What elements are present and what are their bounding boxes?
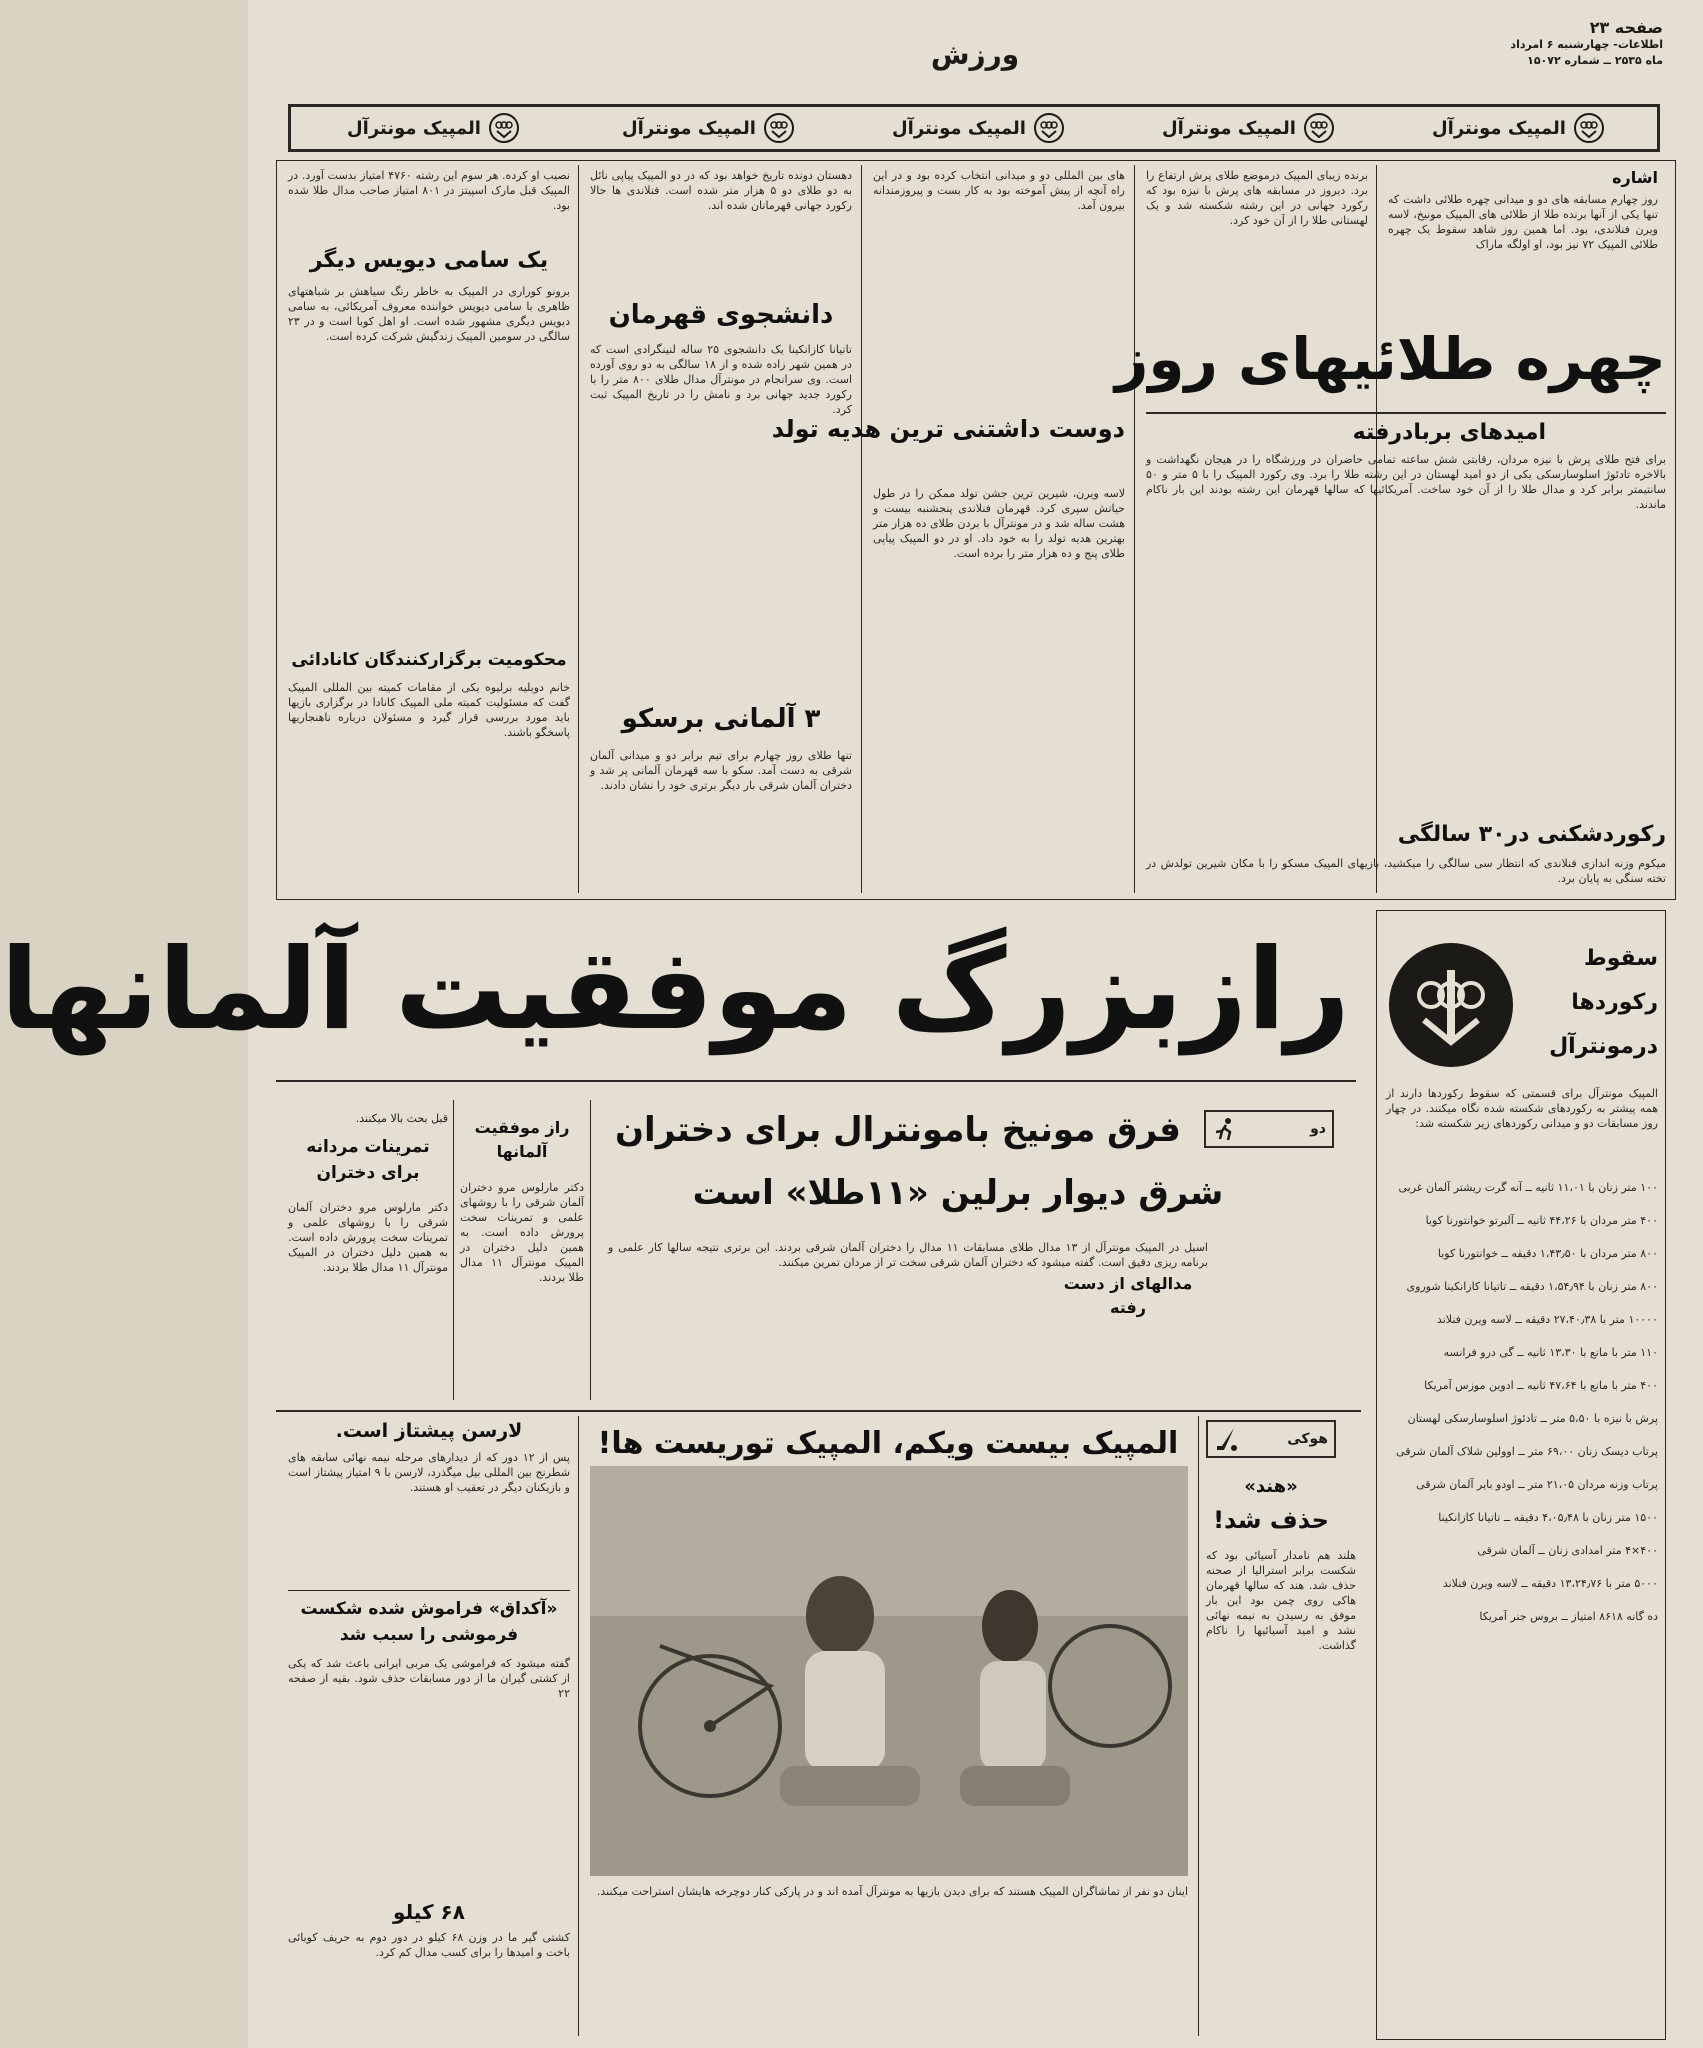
record-break-headline: رکوردشکنی در۳۰ سالگی <box>1397 822 1666 847</box>
student-headline: دانشجوی قهرمان <box>608 300 834 330</box>
record-item: ۴۰۰ متر مردان با ۴۴،۲۶ ثانیه ــ آلبرتو خوانتورنا کوبا <box>1425 1214 1658 1227</box>
date-line: اطلاعات- چهارشنبه ۶ امرداد <box>1510 38 1663 51</box>
records-intro: المپیک مونترآل برای قسمتی که سقوط رکوردها دارند از همه پیشتر به رکوردهای شکسته شده نگاه میکنند. در چهار روز مسابقات دو و میدانی رکوردهای زیر شکسته شد: <box>1386 1087 1658 1130</box>
kilo-text: کشتی گیر ما در وزن ۶۸ کیلو در دور دوم به حریف کوبائی باخت و امیدها را برای کسب مدال کم کرد. <box>288 1931 570 1959</box>
banner-cell <box>1117 113 1379 143</box>
intro-text: روز چهارم مسابقه های دو و میدانی چهره طلائی داشت که تنها یکی از آنها برنده طلا از طلائی های المپیک مونیخ، لاسه ویرن فنلاندی، بود. اما همین روز شاهد سقوط یک چهره طلائی المپیک ۷۲ نیز بود، او اولگه ماراک <box>1388 193 1658 251</box>
banner-label: المپیک مونترآل <box>892 117 1026 139</box>
akdag-headline: «آکداق» فراموش شده شکست فرموشی را سبب شد <box>300 1599 558 1645</box>
intro-heading: اشاره <box>1612 168 1658 187</box>
montreal-olympic-logo-icon <box>764 113 794 143</box>
pole-vault-text: برنده زیبای المپیک درموضع طلای پرش ارتفاع را برد. دیروز در مسابقه های پرش با نیزه بود که رکورد جهانی در این رشته شکسته شد و یک لهستانی طلا را از آن خود کرد. <box>1146 169 1368 227</box>
photo-caption: اینان دو نفر از تماشاگران المپیک هستند که برای دیدن بازیها به مونترآل آمده اند و در پارکی کنار دوچرخه هایشان استراحت میکنند. <box>596 1885 1188 1898</box>
record-item: پرش با نیزه با ۵،۵۰ متر ــ تادئوژ اسلوسارسکی لهستان <box>1407 1412 1658 1425</box>
convicts-headline: محکومیت برگزارکنندگان کانادائی <box>291 650 567 670</box>
record-item: ۱۱۰ متر با مانع با ۱۳،۳۰ ثانیه ــ گی درو فرانسه <box>1443 1346 1658 1359</box>
record-item: ۱۵۰۰ متر زنان با ۴،۰۵٫۴۸ دقیقه ــ تاتیانا کازانکینا <box>1438 1511 1658 1524</box>
record-item: ۵۰۰۰ متر با ۱۳،۲۴٫۷۶ دقیقه ــ لاسه ویرن فنلاند <box>1442 1577 1658 1590</box>
montreal-olympic-logo-icon <box>1034 113 1064 143</box>
fall-line-2: رکوردها <box>1571 990 1658 1015</box>
banner-cell <box>577 113 839 143</box>
banner-cell <box>847 113 1109 143</box>
birthday-text: لاسه ویرن، شیرین ترین جشن تولد ممکن را در طول حیاتش سپری کرد. قهرمان فنلاندی پنجشنبه بیست و هشت ساله شد و در مونترآل با بردن طلای ده هزار متر بهترین هدیه تولد را به خود داد. او در دو المپیک پیاپی طلای پنج و ده هزار متر را برده است. <box>873 487 1125 560</box>
convicts-text: خانم دوبلیه برلیوه یکی از مقامات کمیته بین المللی المپیک گفت که مسئولیت کمیته ملی المپیک کانادا در برگزاری بازیها باید مورد بررسی قرار گیرد و مسئولان درباره ناهنجاریها پاسخگو باشند. <box>288 681 570 739</box>
gdr-text: اسیل در المپیک مونترآل از ۱۳ مدال طلای مسابقات ۱۱ مدال را دختران آلمان شرقی بردند. این برتری نتیجه سالها کار علمی و برنامه ریزی دقیق است. گفته میشود که دختران آلمان شرقی سخت تر از مردان تمرین میکنند. <box>608 1241 1208 1269</box>
banner-label: المپیک مونترآل <box>347 117 481 139</box>
larsen-text: پس از ۱۲ دور که از دیدارهای مرحله نیمه نهائی سابقه های شطرنج بین المللی بیل میگذرد، لارسن با ۹ امتیاز پیشتاز است و بازیکنان دیگر در تعقیب او هستند. <box>288 1451 570 1494</box>
record-item: ۴۰۰ متر با مانع با ۴۷،۶۴ ثانیه ــ ادوین موزس آمریکا <box>1424 1379 1658 1392</box>
hind-text: هلند هم نامدار آسیائی بود که شکست برابر استرالیا از صحنه حذف شد. هند که سالها قهرمان هاکی روی چمن بود این بار موفق به رسیدن به نیمه نهائی نشد و امید آسیائیها را ناکام گذاشت. <box>1206 1549 1356 1652</box>
hopes-text: برای فتح طلای پرش با نیزه مردان، رقابتی شش ساعته تمامی حاضران در ورزشگاه را در هیجان نگهداشت و بالاخره تادئوژ اسلوسارسکی یکی از دو امید لهستان در این رشته طلا را برد. وی رکورد المپیک را با ۵ متر و ۵۰ سانتیمتر برابر کرد و مدال طلا را از آن خود ساخت. آمریکائیها که سالها قهرمان این رشته بودند این بار ناکام ماندند. <box>1146 453 1666 511</box>
larsen-headline: لارسن پیشتاز است. <box>335 1420 523 1442</box>
training-headline: تمرینات مردانه برای دختران <box>306 1137 430 1183</box>
banner-label: المپیک مونترآل <box>1162 117 1296 139</box>
hind-headline-1: «هند» <box>1244 1476 1298 1497</box>
page-number: صفحه ۲۳ <box>1589 18 1663 37</box>
germans-headline: ۳ آلمانی برسکو <box>621 704 821 734</box>
record-item: ده گانه ۸۶۱۸ امتیاز ــ بروس جنر آمریکا <box>1479 1610 1658 1623</box>
gdr-headline-2: شرق دیوار برلین «۱۱طلا» است <box>692 1173 1224 1213</box>
left-text: دکتر مارلوس مرو دختران آلمان شرقی را با روشهای علمی و تمرینات سخت پرورش داده است. به همین دلیل دختران در المپیک مونترآل ۱۱ مدال طلا بردند. <box>460 1181 584 1284</box>
training-text: دکتر مارلوس مرو دختران آلمان شرقی را با روشهای علمی و تمرینات سخت پرورش داده است. به همین دلیل دختران در المپیک مونترآل ۱۱ مدال طلا بردند. <box>288 1201 448 1274</box>
record-item: ۸۰۰ متر مردان با ۱،۴۳٫۵۰ دقیقه ــ خوانتورنا کوبا <box>1437 1247 1658 1260</box>
student-text: تاتیانا کازانکینا یک دانشجوی ۲۵ ساله لنینگرادی است که در همین شهر زاده شده و از ۱۸ سالگی به دو روی آورده است. وی سرانجام در مونترآل مدال طلای ۸۰۰ متر را با رکورد جدید جهانی برد و نامش را در تاریخ المپیک ثبت کرد. <box>590 343 852 416</box>
training-note: قبل بحث بالا میکنند. <box>355 1112 448 1125</box>
record-item: ۴۰۰×۴ متر امدادی زنان ــ آلمان شرقی <box>1477 1544 1658 1557</box>
fall-title: سقوط <box>1583 946 1658 971</box>
section-title: ورزش <box>930 38 1020 71</box>
hind-headline-2: حذف شد! <box>1213 1506 1329 1534</box>
kilo-headline: ۶۸ کیلو <box>393 1900 465 1924</box>
fall-line-3: درمونترآل <box>1549 1034 1658 1059</box>
montreal-olympic-logo-icon <box>1304 113 1334 143</box>
gdr-headline-1: فرق مونیخ بامونترال برای دختران <box>615 1110 1181 1150</box>
main-headline: چهره طلائیهای روز <box>1115 325 1666 393</box>
medals-lost-headline: مدالهای از دست رفته <box>1063 1274 1193 1317</box>
birthday-headline-1: دوست داشتنی ترین هدیه تولد <box>771 415 1125 443</box>
photo-illustration <box>590 1466 1188 1876</box>
banner-label: المپیک مونترآل <box>1432 117 1566 139</box>
banner-cell <box>1387 113 1649 143</box>
runner-icon <box>1212 1116 1238 1142</box>
montreal-olympic-emblem-icon <box>1386 940 1516 1070</box>
record-item: ۸۰۰ متر زنان با ۱،۵۴٫۹۴ دقیقه ــ تاتیانا کازانکینا شوروی <box>1406 1280 1658 1293</box>
track-section-tag <box>1204 1110 1334 1148</box>
track-tag-label: دو <box>1310 1121 1326 1137</box>
issue-line: ماه ۲۵۳۵ ــ شماره ۱۵۰۷۲ <box>1527 54 1663 67</box>
montreal-olympic-logo-icon <box>489 113 519 143</box>
col5-text: نصیب او کرده. هر سوم این رشته ۴۷۶۰ امتیاز بدست آورد. در المپیک قبل مارک اسپیتز در ۸۰۱ امتیاز صاحب مدال طلا شده بود. <box>288 169 570 212</box>
banner-label: المپیک مونترآل <box>622 117 756 139</box>
banner-cell <box>297 113 569 143</box>
record-break-text: میکوم وزنه اندازی فنلاندی که انتظار سی سالگی را میکشید، بازیهای المپیک مسکو را با مکان شیرین تولدش در تخته سنگی به پایان برد. <box>1146 857 1666 885</box>
akdag-text: گفته میشود که فراموشی یک مربی ایرانی باعث شد که یکی از کشتی گیران ما از دور مسابقات حذف شود. بقیه از صفحه ۲۲ <box>288 1657 570 1700</box>
olympic-banner <box>288 104 1660 152</box>
big-headline: رازبزرگ موفقیت آلمانها <box>0 925 1350 1055</box>
record-item: پرتاب دیسک زنان ۶۹،۰۰ متر ــ اوولین شلاک آلمان شرقی <box>1396 1445 1658 1458</box>
sammy-davis-text: برونو کوراری در المپیک به خاطر رنگ سیاهش بر شباهتهای ظاهری با سامی دیویس خواننده معروف آمریکائی، به سامی دیویس دیگری مشهور شده است. او اهل کوبا است و در ۲۳ سالگی در سومین المپیک زندگیش شرکت کرده است. <box>288 285 570 343</box>
hockey-tag-label: هوکی <box>1287 1431 1328 1447</box>
sammy-davis-headline: یک سامی دیویس دیگر <box>309 248 549 273</box>
germans-text: تنها طلای روز چهارم برای تیم برابر دو و میدانی آلمان شرقی به دست آمد. سکو با سه قهرمان آلمانی پر شد و دختران آلمان شرقی بار دیگر برتری خود را نشان دادند. <box>590 749 852 792</box>
photo-headline: المپیک بیست ویکم، المپیک توریست ها! <box>597 1426 1179 1461</box>
hockey-stick-icon <box>1214 1426 1240 1452</box>
col4-text: دهستان دونده تاریخ خواهد بود که در دو المپیک پیاپی نائل به دو طلای دو ۵ هزار متر شده است. فنلاندی ها حالا رکورد جهانی قهرمانان شده اند. <box>590 169 853 212</box>
record-item: ۱۰۰۰۰ متر با ۲۷،۴۰٫۳۸ دقیقه ــ لاسه ویرن فنلاند <box>1436 1313 1658 1326</box>
col3-text: های بین المللی دو و میدانی انتخاب کرده بود و در این راه آنچه از پیش آموخته بود به کار بست و پیروزمندانه بیرون آمد. <box>873 169 1125 212</box>
tourists-photo <box>590 1466 1188 1876</box>
record-item: پرتاب وزنه مردان ۲۱،۰۵ متر ــ اودو بایر آلمان شرقی <box>1416 1478 1658 1491</box>
records-list <box>1386 1180 1658 2030</box>
hopes-headline: امیدهای بربادرفته <box>1352 420 1546 445</box>
montreal-olympic-logo-icon <box>1574 113 1604 143</box>
hockey-section-tag <box>1206 1420 1336 1458</box>
record-item: ۱۰۰ متر زنان با ۱۱،۰۱ ثانیه ــ آنه گرت ریشتر آلمان غربی <box>1398 1181 1658 1194</box>
secret-headline: راز موفقیت آلمانها <box>474 1118 570 1161</box>
